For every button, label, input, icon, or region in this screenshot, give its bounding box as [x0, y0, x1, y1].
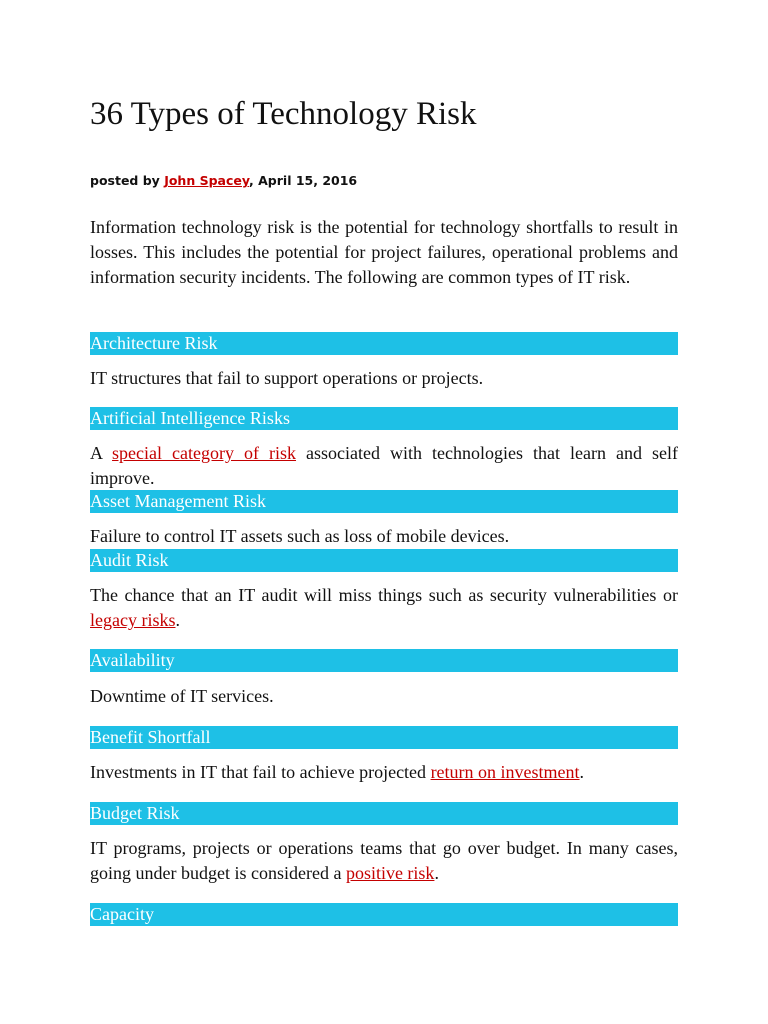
section-desc-availability: Downtime of IT services.: [90, 686, 274, 706]
byline: [90, 171, 357, 191]
section-desc-architecture-risk: IT structures that fail to support operations or projects.: [90, 368, 484, 388]
section-heading-audit-risk: Audit Risk: [90, 549, 678, 572]
section-desc-benefit-shortfall: [90, 760, 678, 785]
desc-text: The chance that an IT audit will miss things such as security vulnerabilities or: [90, 585, 678, 605]
section-desc-audit-risk: [90, 583, 678, 633]
section-desc-artificial-intelligence-risks: [90, 441, 678, 491]
positive-risk-link[interactable]: positive risk: [345, 863, 435, 883]
page-title: 36 Types of Technology Risk: [90, 96, 477, 132]
section-heading-capacity: Capacity: [90, 903, 678, 926]
section-heading-budget-risk: Budget Risk: [90, 802, 678, 825]
desc-text: Investments in IT that fail to achieve projected: [90, 762, 431, 782]
section-heading-artificial-intelligence-risks: Artificial Intelligence Risks: [90, 407, 678, 430]
legacy-risks-link[interactable]: legacy risks: [90, 610, 176, 630]
desc-text: associated with technologies that learn and self improve.: [90, 443, 679, 488]
desc-text: .: [579, 762, 585, 782]
desc-text: .: [434, 863, 439, 883]
section-heading-asset-management-risk: Asset Management Risk: [90, 490, 678, 513]
section-heading-availability: Availability: [90, 649, 678, 672]
intro-paragraph: Information technology risk is the potential for technology shortfalls to result in losses. This includes the potential for project failures, operational problems and information security incidents. The following are common types of IT risk.: [90, 217, 678, 287]
desc-text: .: [175, 610, 180, 630]
desc-text: A: [90, 443, 113, 463]
section-heading-architecture-risk: Architecture Risk: [90, 332, 678, 355]
section-heading-benefit-shortfall: Benefit Shortfall: [90, 726, 678, 749]
section-desc-asset-management-risk: Failure to control IT assets such as loss of mobile devices.: [90, 526, 510, 546]
desc-text: IT programs, projects or operations teams that go over budget. In many cases, going under budget is considered a: [90, 838, 678, 883]
return-on-investment-link[interactable]: return on investment: [430, 762, 580, 782]
special-category-of-risk-link[interactable]: special category of risk: [112, 443, 297, 463]
byline-prefix: posted by: [90, 173, 165, 188]
byline-date: , April 15, 2016: [249, 173, 358, 188]
author-link[interactable]: John Spacey: [164, 173, 250, 188]
section-desc-budget-risk: [90, 836, 678, 886]
